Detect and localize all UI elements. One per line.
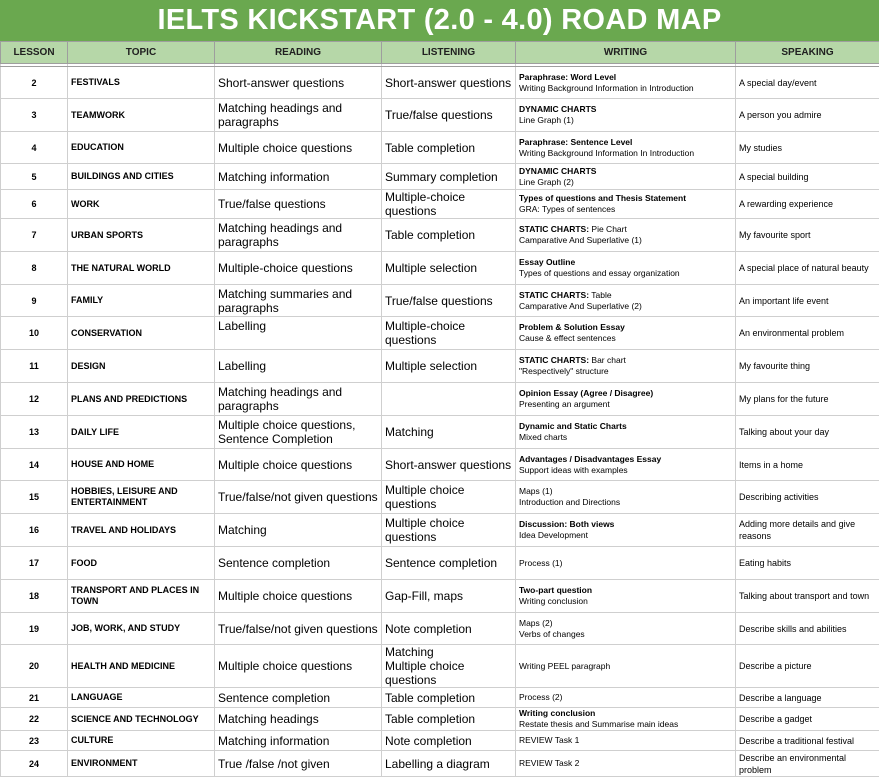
listening-cell: Table completion bbox=[382, 708, 516, 731]
reading-cell: Multiple choice questions bbox=[215, 132, 382, 164]
listening-cell: Note completion bbox=[382, 731, 516, 751]
writing-title bbox=[519, 290, 732, 301]
writing-title-text: Dynamic and Static Charts bbox=[519, 421, 627, 431]
listening-cell: Table completion bbox=[382, 132, 516, 164]
writing-subtitle: Line Graph (2) bbox=[519, 177, 732, 188]
writing-cell bbox=[516, 449, 736, 481]
writing-title-text: Paraphrase: Word Level bbox=[519, 72, 616, 82]
speaking-cell: Describe a traditional festival bbox=[736, 731, 879, 751]
writing-cell bbox=[516, 708, 736, 731]
table-row bbox=[1, 449, 879, 481]
lesson-cell: 22 bbox=[1, 708, 68, 731]
lesson-cell: 8 bbox=[1, 252, 68, 285]
topic-cell: JOB, WORK, AND STUDY bbox=[68, 613, 215, 645]
writing-title bbox=[519, 104, 732, 115]
writing-subtitle: Writing Background Information In Introduction bbox=[519, 148, 732, 159]
table-row bbox=[1, 731, 879, 751]
writing-cell bbox=[516, 514, 736, 547]
listening-cell: Short-answer questions bbox=[382, 449, 516, 481]
speaking-cell: Describe skills and abilities bbox=[736, 613, 879, 645]
lesson-cell: 2 bbox=[1, 67, 68, 99]
reading-cell: Multiple choice questions, Sentence Completion bbox=[215, 416, 382, 449]
topic-cell: TRANSPORT AND PLACES IN TOWN bbox=[68, 580, 215, 613]
table-row bbox=[1, 708, 879, 731]
topic-cell: WORK bbox=[68, 190, 215, 219]
header-row bbox=[1, 42, 879, 64]
lesson-cell: 5 bbox=[1, 164, 68, 190]
writing-title-text: Types of questions and Thesis Statement bbox=[519, 193, 686, 203]
writing-line: Verbs of changes bbox=[519, 629, 732, 640]
topic-cell: DAILY LIFE bbox=[68, 416, 215, 449]
topic-cell: CONSERVATION bbox=[68, 317, 215, 350]
topic-cell: EDUCATION bbox=[68, 132, 215, 164]
writing-title-text: STATIC CHARTS: bbox=[519, 224, 589, 234]
speaking-cell: Describe a picture bbox=[736, 645, 879, 688]
table-row bbox=[1, 219, 879, 252]
writing-title bbox=[519, 322, 732, 333]
reading-cell: Sentence completion bbox=[215, 547, 382, 580]
roadmap-table bbox=[0, 41, 879, 777]
writing-title-text: STATIC CHARTS: bbox=[519, 290, 589, 300]
writing-cell bbox=[516, 580, 736, 613]
lesson-cell: 13 bbox=[1, 416, 68, 449]
table-row bbox=[1, 416, 879, 449]
listening-cell: Multiple choice questions bbox=[382, 514, 516, 547]
writing-cell bbox=[516, 350, 736, 383]
writing-subtitle: Line Graph (1) bbox=[519, 115, 732, 126]
writing-cell bbox=[516, 613, 736, 645]
writing-title bbox=[519, 355, 732, 366]
listening-line: Matching bbox=[385, 645, 512, 659]
lesson-cell: 18 bbox=[1, 580, 68, 613]
topic-cell: HOUSE AND HOME bbox=[68, 449, 215, 481]
writing-title bbox=[519, 137, 732, 148]
lesson-cell: 12 bbox=[1, 383, 68, 416]
listening-cell: Matching bbox=[382, 416, 516, 449]
writing-line: Process (2) bbox=[519, 692, 732, 703]
speaking-cell: Talking about your day bbox=[736, 416, 879, 449]
writing-cell bbox=[516, 132, 736, 164]
table-row bbox=[1, 645, 879, 688]
lesson-cell: 6 bbox=[1, 190, 68, 219]
topic-cell: CULTURE bbox=[68, 731, 215, 751]
speaking-cell: A special place of natural beauty bbox=[736, 252, 879, 285]
table-row bbox=[1, 613, 879, 645]
table-row bbox=[1, 132, 879, 164]
lesson-cell: 23 bbox=[1, 731, 68, 751]
speaking-cell: My favourite thing bbox=[736, 350, 879, 383]
table-row bbox=[1, 547, 879, 580]
lesson-cell: 4 bbox=[1, 132, 68, 164]
speaking-cell: Describe an environmental problem bbox=[736, 751, 879, 777]
writing-cell bbox=[516, 99, 736, 132]
lesson-cell: 24 bbox=[1, 751, 68, 777]
lesson-cell: 11 bbox=[1, 350, 68, 383]
writing-cell bbox=[516, 383, 736, 416]
writing-title-text: Advantages / Disadvantages Essay bbox=[519, 454, 661, 464]
topic-cell: FESTIVALS bbox=[68, 67, 215, 99]
writing-cell bbox=[516, 252, 736, 285]
reading-cell: Matching headings bbox=[215, 708, 382, 731]
listening-cell: Sentence completion bbox=[382, 547, 516, 580]
lesson-cell: 14 bbox=[1, 449, 68, 481]
listening-cell: True/false questions bbox=[382, 99, 516, 132]
writing-subtitle: Support ideas with examples bbox=[519, 465, 732, 476]
reading-cell: True /false /not given bbox=[215, 751, 382, 777]
writing-cell bbox=[516, 731, 736, 751]
writing-title-text: Discussion: Both views bbox=[519, 519, 614, 529]
table-row bbox=[1, 190, 879, 219]
table-row bbox=[1, 383, 879, 416]
writing-subtitle: Types of questions and essay organization bbox=[519, 268, 732, 279]
speaking-cell: A special building bbox=[736, 164, 879, 190]
speaking-cell: My studies bbox=[736, 132, 879, 164]
listening-cell bbox=[382, 383, 516, 416]
reading-cell: Matching information bbox=[215, 731, 382, 751]
writing-title bbox=[519, 421, 732, 432]
writing-subtitle: Camparative And Superlative (2) bbox=[519, 301, 732, 312]
writing-subtitle: "Respectively" structure bbox=[519, 366, 732, 377]
speaking-cell: My favourite sport bbox=[736, 219, 879, 252]
topic-cell: HOBBIES, LEISURE AND ENTERTAINMENT bbox=[68, 481, 215, 514]
writing-line: REVIEW Task 2 bbox=[519, 758, 732, 769]
reading-cell: Matching headings and paragraphs bbox=[215, 219, 382, 252]
topic-cell: ENVIRONMENT bbox=[68, 751, 215, 777]
writing-cell bbox=[516, 164, 736, 190]
writing-line: Introduction and Directions bbox=[519, 497, 732, 508]
writing-line: Maps (1) bbox=[519, 486, 732, 497]
lesson-cell: 17 bbox=[1, 547, 68, 580]
writing-title bbox=[519, 72, 732, 83]
writing-subtitle: Restate thesis and Summarise main ideas bbox=[519, 719, 732, 730]
speaking-cell: Describe a language bbox=[736, 688, 879, 708]
writing-cell bbox=[516, 317, 736, 350]
column-header-topic: TOPIC bbox=[68, 42, 215, 64]
reading-cell: Labelling bbox=[215, 317, 382, 350]
topic-cell: SCIENCE AND TECHNOLOGY bbox=[68, 708, 215, 731]
table-row bbox=[1, 481, 879, 514]
lesson-cell: 16 bbox=[1, 514, 68, 547]
table-row bbox=[1, 99, 879, 132]
writing-cell bbox=[516, 547, 736, 580]
writing-title-text: Writing conclusion bbox=[519, 708, 595, 718]
writing-cell bbox=[516, 285, 736, 317]
topic-cell: DESIGN bbox=[68, 350, 215, 383]
reading-cell: Matching headings and paragraphs bbox=[215, 383, 382, 416]
table-row bbox=[1, 252, 879, 285]
writing-title bbox=[519, 454, 732, 465]
topic-cell: LANGUAGE bbox=[68, 688, 215, 708]
lesson-cell: 19 bbox=[1, 613, 68, 645]
listening-cell: Multiple selection bbox=[382, 350, 516, 383]
writing-subtitle: Mixed charts bbox=[519, 432, 732, 443]
speaking-cell: An important life event bbox=[736, 285, 879, 317]
speaking-cell: Describing activities bbox=[736, 481, 879, 514]
column-header-lesson: LESSON bbox=[1, 42, 68, 64]
writing-title-extra: Table bbox=[589, 290, 612, 300]
writing-cell bbox=[516, 751, 736, 777]
writing-title-extra: Pie Chart bbox=[589, 224, 627, 234]
reading-cell: Labelling bbox=[215, 350, 382, 383]
writing-cell bbox=[516, 688, 736, 708]
writing-line: Writing PEEL paragraph bbox=[519, 661, 732, 672]
reading-cell: Matching summaries and paragraphs bbox=[215, 285, 382, 317]
writing-title-text: Opinion Essay (Agree / Disagree) bbox=[519, 388, 653, 398]
listening-cell: Table completion bbox=[382, 688, 516, 708]
writing-title-text: DYNAMIC CHARTS bbox=[519, 166, 596, 176]
column-header-speaking: SPEAKING bbox=[736, 42, 879, 64]
writing-cell bbox=[516, 67, 736, 99]
speaking-cell: Adding more details and give reasons bbox=[736, 514, 879, 547]
writing-title-extra: Bar chart bbox=[589, 355, 626, 365]
listening-cell: True/false questions bbox=[382, 285, 516, 317]
reading-cell: Multiple choice questions bbox=[215, 580, 382, 613]
listening-cell: Multiple-choice questions bbox=[382, 317, 516, 350]
listening-cell: Summary completion bbox=[382, 164, 516, 190]
reading-cell: Sentence completion bbox=[215, 688, 382, 708]
topic-cell: HEALTH AND MEDICINE bbox=[68, 645, 215, 688]
topic-cell: BUILDINGS AND CITIES bbox=[68, 164, 215, 190]
reading-cell: True/false/not given questions bbox=[215, 481, 382, 514]
reading-cell: Short-answer questions bbox=[215, 67, 382, 99]
speaking-cell: Talking about transport and town bbox=[736, 580, 879, 613]
table-row bbox=[1, 285, 879, 317]
writing-title-text: Essay Outline bbox=[519, 257, 575, 267]
column-header-reading: READING bbox=[215, 42, 382, 64]
speaking-cell: A special day/event bbox=[736, 67, 879, 99]
writing-subtitle: Camparative And Superlative (1) bbox=[519, 235, 732, 246]
writing-title-text: Problem & Solution Essay bbox=[519, 322, 625, 332]
writing-subtitle: Writing Background Information in Introduction bbox=[519, 83, 732, 94]
lesson-cell: 9 bbox=[1, 285, 68, 317]
column-header-writing: WRITING bbox=[516, 42, 736, 64]
reading-cell: Matching information bbox=[215, 164, 382, 190]
lesson-cell: 7 bbox=[1, 219, 68, 252]
speaking-cell: My plans for the future bbox=[736, 383, 879, 416]
topic-cell: TEAMWORK bbox=[68, 99, 215, 132]
speaking-cell: Eating habits bbox=[736, 547, 879, 580]
writing-title bbox=[519, 708, 732, 719]
writing-cell bbox=[516, 416, 736, 449]
topic-cell: THE NATURAL WORLD bbox=[68, 252, 215, 285]
writing-cell bbox=[516, 219, 736, 252]
writing-title bbox=[519, 519, 732, 530]
listening-cell: Note completion bbox=[382, 613, 516, 645]
speaking-cell: An environmental problem bbox=[736, 317, 879, 350]
writing-subtitle: Presenting an argument bbox=[519, 399, 732, 410]
writing-line: Process (1) bbox=[519, 558, 732, 569]
reading-cell: Matching bbox=[215, 514, 382, 547]
table-row bbox=[1, 317, 879, 350]
writing-title bbox=[519, 166, 732, 177]
reading-cell: True/false questions bbox=[215, 190, 382, 219]
listening-cell: Multiple choice questions bbox=[382, 481, 516, 514]
speaking-cell: A person you admire bbox=[736, 99, 879, 132]
lesson-cell: 15 bbox=[1, 481, 68, 514]
listening-line: Multiple choice questions bbox=[385, 659, 512, 687]
table-row bbox=[1, 350, 879, 383]
table-row bbox=[1, 67, 879, 99]
writing-subtitle: Idea Development bbox=[519, 530, 732, 541]
listening-cell: Short-answer questions bbox=[382, 67, 516, 99]
listening-cell: Gap-Fill, maps bbox=[382, 580, 516, 613]
writing-line: Maps (2) bbox=[519, 618, 732, 629]
topic-cell: TRAVEL AND HOLIDAYS bbox=[68, 514, 215, 547]
writing-line: REVIEW Task 1 bbox=[519, 735, 732, 746]
lesson-cell: 10 bbox=[1, 317, 68, 350]
reading-cell: Multiple choice questions bbox=[215, 449, 382, 481]
writing-cell bbox=[516, 645, 736, 688]
lesson-cell: 20 bbox=[1, 645, 68, 688]
lesson-cell: 21 bbox=[1, 688, 68, 708]
column-header-listening: LISTENING bbox=[382, 42, 516, 64]
topic-cell: PLANS AND PREDICTIONS bbox=[68, 383, 215, 416]
listening-cell bbox=[382, 645, 516, 688]
table-row bbox=[1, 514, 879, 547]
listening-cell: Labelling a diagram bbox=[382, 751, 516, 777]
listening-cell: Multiple selection bbox=[382, 252, 516, 285]
writing-title bbox=[519, 193, 732, 204]
topic-cell: FAMILY bbox=[68, 285, 215, 317]
table-row bbox=[1, 688, 879, 708]
writing-cell bbox=[516, 481, 736, 514]
writing-subtitle: Writing conclusion bbox=[519, 596, 732, 607]
writing-title bbox=[519, 224, 732, 235]
reading-cell: Multiple-choice questions bbox=[215, 252, 382, 285]
listening-cell: Multiple-choice questions bbox=[382, 190, 516, 219]
writing-title bbox=[519, 388, 732, 399]
table-row bbox=[1, 164, 879, 190]
writing-subtitle: Cause & effect sentences bbox=[519, 333, 732, 344]
writing-title bbox=[519, 257, 732, 268]
reading-cell: Matching headings and paragraphs bbox=[215, 99, 382, 132]
lesson-cell: 3 bbox=[1, 99, 68, 132]
table-row bbox=[1, 580, 879, 613]
listening-cell: Table completion bbox=[382, 219, 516, 252]
writing-title-text: DYNAMIC CHARTS bbox=[519, 104, 596, 114]
page-title: IELTS KICKSTART (2.0 - 4.0) ROAD MAP bbox=[0, 0, 879, 41]
writing-title-text: Two-part question bbox=[519, 585, 592, 595]
table-row bbox=[1, 751, 879, 777]
speaking-cell: Items in a home bbox=[736, 449, 879, 481]
writing-title-text: STATIC CHARTS: bbox=[519, 355, 589, 365]
reading-cell: Multiple choice questions bbox=[215, 645, 382, 688]
writing-title bbox=[519, 585, 732, 596]
reading-cell: True/false/not given questions bbox=[215, 613, 382, 645]
topic-cell: URBAN SPORTS bbox=[68, 219, 215, 252]
topic-cell: FOOD bbox=[68, 547, 215, 580]
writing-title-text: Paraphrase: Sentence Level bbox=[519, 137, 632, 147]
speaking-cell: Describe a gadget bbox=[736, 708, 879, 731]
writing-cell bbox=[516, 190, 736, 219]
writing-subtitle: GRA: Types of sentences bbox=[519, 204, 732, 215]
speaking-cell: A rewarding experience bbox=[736, 190, 879, 219]
